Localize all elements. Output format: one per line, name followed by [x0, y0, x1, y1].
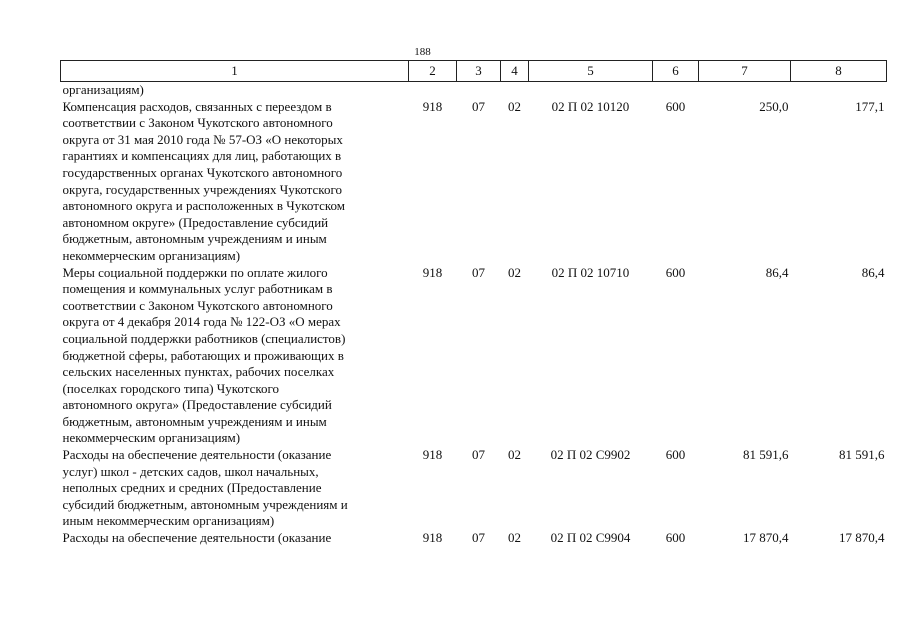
row-description [61, 265, 409, 448]
description-line: автономного округа» (Предоставление субсидий [62, 397, 332, 413]
description-line: иным некоммерческим организациям) [62, 513, 275, 529]
column-header: 1 [61, 61, 409, 82]
description-line: некоммерческим организациям) [62, 247, 241, 263]
cell-amount-1: 250,0 [759, 98, 789, 114]
column-header: 4 [501, 61, 529, 82]
cell-grbs: 918 [422, 98, 443, 114]
continuation-text: организациям) [62, 82, 144, 97]
cell-subsection: 02 [508, 530, 521, 546]
cell-grbs: 918 [422, 530, 443, 546]
cell-grbs: 918 [422, 447, 443, 463]
description-line: округа от 31 мая 2010 года № 57-ОЗ «О некоторых [62, 131, 343, 147]
cell-amount-1: 17 870,4 [743, 530, 789, 546]
description-line: некоммерческим организациям) [62, 430, 241, 446]
description-line: помещения и коммунальных услуг работникам в [62, 281, 333, 297]
cell-amount-2: 177,1 [855, 98, 885, 114]
cell-amount-2: 81 591,6 [839, 447, 885, 463]
description-line: Расходы на обеспечение деятельности (оказание [62, 447, 332, 463]
budget-table [60, 60, 887, 547]
cell-amount-2: 86,4 [861, 264, 885, 280]
row-description [61, 447, 409, 530]
description-line: соответствии с Законом Чукотского автономного [62, 297, 333, 313]
column-header: 8 [791, 61, 887, 82]
row-description [61, 530, 409, 547]
column-header: 2 [409, 61, 457, 82]
cell-target-article: 02 П 02 10120 [551, 98, 630, 114]
table-row [61, 99, 887, 265]
description-line: сельских населенных пунктах, рабочих поселках [62, 364, 335, 380]
cell-amount-1: 86,4 [765, 264, 789, 280]
cell-amount-1: 81 591,6 [743, 447, 789, 463]
description-line: бюджетным, автономным учреждениям и иным [62, 413, 327, 429]
column-header: 6 [653, 61, 699, 82]
cell-expense-type: 600 [665, 98, 686, 114]
cell-subsection: 02 [508, 98, 521, 114]
column-header: 7 [699, 61, 791, 82]
description-line: государственных органах Чукотского автономного [62, 164, 343, 180]
row-description [61, 99, 409, 265]
cell-target-article: 02 П 02 10710 [551, 264, 630, 280]
cell-grbs: 918 [422, 264, 443, 280]
cell-section: 07 [472, 530, 485, 546]
description-line: автономного округа и расположенных в Чукотском [62, 198, 345, 214]
continuation-row [61, 82, 887, 99]
description-line: округа от 4 декабря 2014 года № 122-ОЗ «О мерах [62, 314, 341, 330]
cell-section: 07 [472, 264, 485, 280]
description-line: округа, государственных учреждениях Чукотского [62, 181, 342, 197]
description-line: бюджетной сферы, работающих и проживающих в [62, 347, 344, 363]
cell-amount-2: 17 870,4 [839, 530, 885, 546]
cell-expense-type: 600 [665, 447, 686, 463]
description-line: услуг) школ - детских садов, школ начальных, [62, 463, 319, 479]
cell-expense-type: 600 [665, 264, 686, 280]
cell-target-article: 02 П 02 С9902 [550, 447, 631, 463]
description-line: соответствии с Законом Чукотского автономного [62, 115, 333, 131]
column-header: 3 [457, 61, 501, 82]
cell-section: 07 [472, 447, 485, 463]
description-line: бюджетным, автономным учреждениям и иным [62, 231, 327, 247]
page-number: 188 [414, 46, 431, 58]
table-row [61, 447, 887, 530]
description-line: Расходы на обеспечение деятельности (оказание [62, 530, 332, 546]
description-line: неполных средних и средних (Предоставление [62, 480, 322, 496]
description-line: автономном округе» (Предоставление субсидий [62, 214, 329, 230]
table-row [61, 265, 887, 448]
column-header: 5 [529, 61, 653, 82]
cell-expense-type: 600 [665, 530, 686, 546]
description-line: Меры социальной поддержки по оплате жилого [62, 264, 328, 280]
cell-subsection: 02 [508, 447, 521, 463]
cell-section: 07 [472, 98, 485, 114]
table-row [61, 530, 887, 547]
description-line: Компенсация расходов, связанных с переездом в [62, 98, 332, 114]
description-line: субсидий бюджетным, автономным учреждениям и [62, 496, 348, 512]
description-line: (поселках городского типа) Чукотского [62, 380, 280, 396]
column-header-row [61, 61, 887, 82]
cell-subsection: 02 [508, 264, 521, 280]
cell-target-article: 02 П 02 С9904 [550, 530, 631, 546]
description-line: гарантиях и компенсациях для лиц, работающих в [62, 148, 342, 164]
description-line: социальной поддержки работников (специалистов) [62, 330, 346, 346]
